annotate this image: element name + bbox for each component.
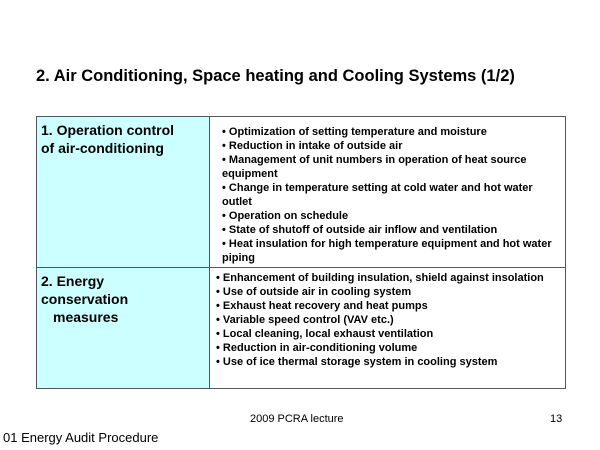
- row-heading-operation-control: [37, 117, 210, 268]
- row-heading-energy-conservation: [37, 268, 210, 389]
- measures-table: [36, 116, 566, 389]
- row-heading-line: 2. Energy: [41, 273, 105, 289]
- row-heading-line: of air-conditioning: [41, 140, 164, 156]
- table-row: [37, 268, 566, 389]
- list-item: • Variable speed control (VAV etc.): [216, 314, 394, 326]
- list-item: • Use of ice thermal storage system in cooling system: [216, 356, 498, 368]
- list-item: • Optimization of setting temperature and moisture: [222, 126, 487, 138]
- list-item: • Operation on schedule: [222, 210, 349, 222]
- row-items-energy-conservation: [210, 268, 566, 389]
- document-label: 01 Energy Audit Procedure: [3, 430, 159, 445]
- footer-lecture-label: 2009 PCRA lecture: [250, 413, 344, 425]
- slide-title: 2. Air Conditioning, Space heating and Cooling Systems (1/2): [36, 67, 515, 85]
- row-heading-line: measures: [53, 309, 119, 325]
- list-item: • Heat insulation for high temperature equipment and hot water piping: [222, 238, 552, 264]
- list-item: • Reduction in air-conditioning volume: [216, 342, 418, 354]
- list-item: • Change in temperature setting at cold water and hot water outlet: [222, 182, 533, 208]
- row-heading-line: conservation: [41, 291, 129, 307]
- row-items-operation-control: [210, 117, 566, 268]
- list-item: • Reduction in intake of outside air: [222, 140, 403, 152]
- list-item: • Use of outside air in cooling system: [216, 286, 412, 298]
- list-item: • Management of unit numbers in operation of heat source equipment: [222, 154, 527, 180]
- list-item: • Exhaust heat recovery and heat pumps: [216, 300, 428, 312]
- list-item: • Enhancement of building insulation, shield against insolation: [216, 272, 544, 284]
- row-heading-line: 1. Operation control: [41, 122, 175, 138]
- table-row: [37, 117, 566, 268]
- list-item: • Local cleaning, local exhaust ventilation: [216, 328, 434, 340]
- list-item: • State of shutoff of outside air inflow and ventilation: [222, 224, 498, 236]
- page-number: 13: [550, 413, 563, 425]
